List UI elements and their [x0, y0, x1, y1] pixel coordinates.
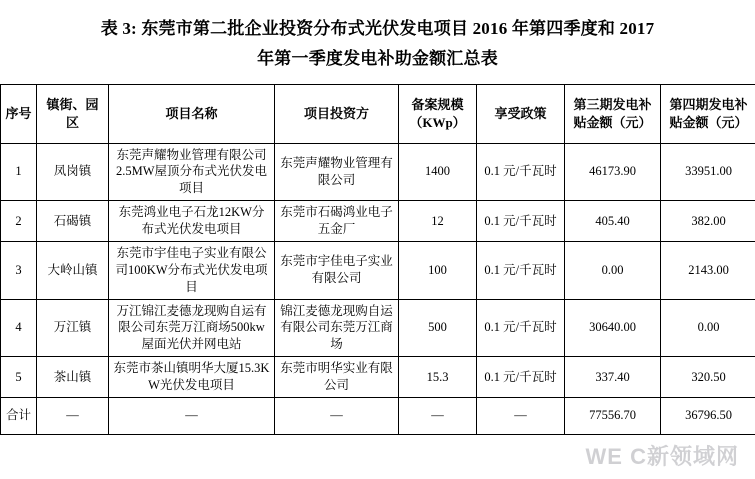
- cell-town: 石碣镇: [37, 201, 109, 242]
- page-title-line-1: 表 3: 东莞市第二批企业投资分布式光伏发电项目 2016 年第四季度和 2017: [58, 14, 698, 44]
- cell-policy: 0.1 元/千瓦时: [477, 357, 565, 398]
- cell-town: 茶山镇: [37, 357, 109, 398]
- document-page: [0, 14, 755, 479]
- cell-index: 4: [1, 299, 37, 357]
- cell-investor: 东莞市宇佳电子实业有限公司: [275, 241, 399, 299]
- page-title: [58, 14, 698, 74]
- column-header-subsidy3: 第三期发电补贴金额（元）: [565, 84, 661, 143]
- column-header-scale: 备案规模（KWp）: [399, 84, 477, 143]
- column-header-project: 项目名称: [109, 84, 275, 143]
- cell-total-policy: —: [477, 397, 565, 434]
- cell-investor: 东莞市石碣鸿业电子五金厂: [275, 201, 399, 242]
- cell-policy: 0.1 元/千瓦时: [477, 143, 565, 201]
- table-row: [1, 201, 755, 242]
- cell-index: 1: [1, 143, 37, 201]
- cell-subsidy4: 33951.00: [661, 143, 755, 201]
- cell-scale: 100: [399, 241, 477, 299]
- cell-subsidy3: 337.40: [565, 357, 661, 398]
- table-row: [1, 299, 755, 357]
- cell-total-scale: —: [399, 397, 477, 434]
- cell-project: 东莞鸿业电子石龙12KW分布式光伏发电项目: [109, 201, 275, 242]
- cell-total-town: —: [37, 397, 109, 434]
- page-title-line-2: 年第一季度发电补助金额汇总表: [58, 44, 698, 74]
- column-header-policy: 享受政策: [477, 84, 565, 143]
- cell-scale: 500: [399, 299, 477, 357]
- cell-policy: 0.1 元/千瓦时: [477, 201, 565, 242]
- cell-investor: 锦江麦德龙现购自运有限公司东莞万江商场: [275, 299, 399, 357]
- cell-subsidy3: 405.40: [565, 201, 661, 242]
- column-header-subsidy4: 第四期发电补贴金额（元）: [661, 84, 755, 143]
- cell-index: 3: [1, 241, 37, 299]
- cell-scale: 1400: [399, 143, 477, 201]
- watermark: WE C新领域网: [586, 440, 739, 471]
- cell-town: 万江镇: [37, 299, 109, 357]
- column-header-town: 镇街、园区: [37, 84, 109, 143]
- cell-subsidy3: 46173.90: [565, 143, 661, 201]
- cell-total-subsidy3: 77556.70: [565, 397, 661, 434]
- cell-total-label: 合计: [1, 397, 37, 434]
- cell-project: 东莞市茶山镇明华大厦15.3KW光伏发电项目: [109, 357, 275, 398]
- cell-scale: 15.3: [399, 357, 477, 398]
- cell-subsidy3: 30640.00: [565, 299, 661, 357]
- cell-project: 东莞声耀物业管理有限公司2.5MW屋顶分布式光伏发电项目: [109, 143, 275, 201]
- cell-subsidy4: 320.50: [661, 357, 755, 398]
- column-header-investor: 项目投资方: [275, 84, 399, 143]
- cell-subsidy3: 0.00: [565, 241, 661, 299]
- cell-total-subsidy4: 36796.50: [661, 397, 755, 434]
- table-row: [1, 143, 755, 201]
- cell-subsidy4: 382.00: [661, 201, 755, 242]
- table-row: [1, 357, 755, 398]
- table-row: [1, 241, 755, 299]
- cell-project: 万江锦江麦德龙现购自运有限公司东莞万江商场500kw屋面光伏并网电站: [109, 299, 275, 357]
- cell-subsidy4: 0.00: [661, 299, 755, 357]
- column-header-index: 序号: [1, 84, 37, 143]
- table-header-row: [1, 84, 755, 143]
- cell-index: 5: [1, 357, 37, 398]
- cell-scale: 12: [399, 201, 477, 242]
- cell-subsidy4: 2143.00: [661, 241, 755, 299]
- cell-project: 东莞市宇佳电子实业有限公司100KW分布式光伏发电项目: [109, 241, 275, 299]
- subsidy-summary-table: [0, 84, 755, 435]
- cell-policy: 0.1 元/千瓦时: [477, 299, 565, 357]
- cell-town: 凤岗镇: [37, 143, 109, 201]
- cell-investor: 东莞声耀物业管理有限公司: [275, 143, 399, 201]
- cell-investor: 东莞市明华实业有限公司: [275, 357, 399, 398]
- cell-policy: 0.1 元/千瓦时: [477, 241, 565, 299]
- cell-total-investor: —: [275, 397, 399, 434]
- cell-total-project: —: [109, 397, 275, 434]
- cell-town: 大岭山镇: [37, 241, 109, 299]
- table-total-row: [1, 397, 755, 434]
- cell-index: 2: [1, 201, 37, 242]
